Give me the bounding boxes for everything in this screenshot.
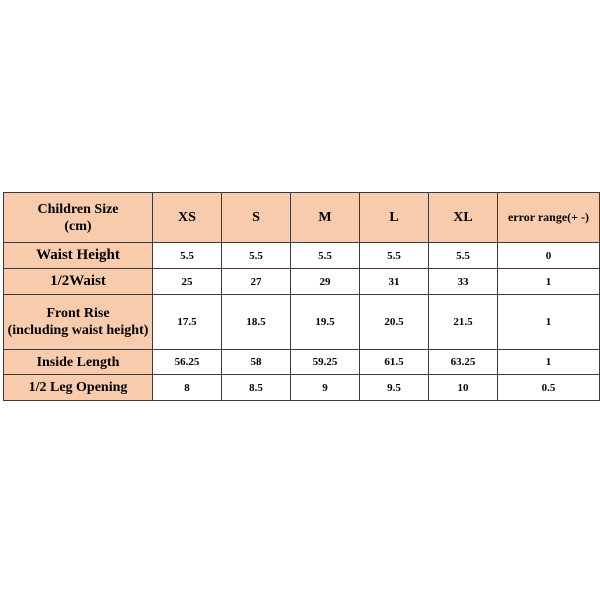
table-cell: 5.5 [153,243,222,269]
table-cell: 56.25 [153,350,222,375]
table-cell: 5.5 [429,243,498,269]
table-cell: 8 [153,375,222,401]
header-size-l: L [360,193,429,243]
table-cell: 31 [360,269,429,295]
header-size-m: M [291,193,360,243]
table-row [4,375,600,401]
table-cell: 33 [429,269,498,295]
table-row [4,269,600,295]
header-label-line1: Children Size [37,201,119,217]
table-cell: 18.5 [222,295,291,350]
error-cell: 1 [498,350,600,375]
row-label-inside-length: Inside Length [4,350,153,375]
error-cell: 1 [498,269,600,295]
table-cell: 9.5 [360,375,429,401]
table-cell: 20.5 [360,295,429,350]
size-chart-table [3,192,600,401]
table-cell: 59.25 [291,350,360,375]
header-size-s: S [222,193,291,243]
error-cell: 0 [498,243,600,269]
row-label-waist-height: Waist Height [4,243,153,269]
header-size-xl: XL [429,193,498,243]
table-row [4,295,600,350]
table-cell: 19.5 [291,295,360,350]
table-cell: 25 [153,269,222,295]
table-cell: 5.5 [291,243,360,269]
table-cell: 17.5 [153,295,222,350]
row-label-front-rise-line1: Front Rise [46,306,110,321]
table-header-row [4,193,600,243]
table-cell: 5.5 [222,243,291,269]
row-label-front-rise [4,295,153,350]
table-cell: 27 [222,269,291,295]
row-label-half-waist: 1/2Waist [4,269,153,295]
table-cell: 63.25 [429,350,498,375]
table-cell: 61.5 [360,350,429,375]
table-cell: 21.5 [429,295,498,350]
table-cell: 58 [222,350,291,375]
header-label-cell [4,193,153,243]
row-label-front-rise-line2: (including waist height) [7,323,149,338]
error-cell: 0.5 [498,375,600,401]
error-cell: 1 [498,295,600,350]
table-row [4,350,600,375]
table-cell: 10 [429,375,498,401]
table-cell: 8.5 [222,375,291,401]
row-label-leg-opening: 1/2 Leg Opening [4,375,153,401]
header-error-range: error range(+ -) [498,193,600,243]
header-label-line2: (cm) [64,218,92,234]
header-size-xs: XS [153,193,222,243]
table-cell: 29 [291,269,360,295]
table-cell: 5.5 [360,243,429,269]
table-row [4,243,600,269]
table-cell: 9 [291,375,360,401]
